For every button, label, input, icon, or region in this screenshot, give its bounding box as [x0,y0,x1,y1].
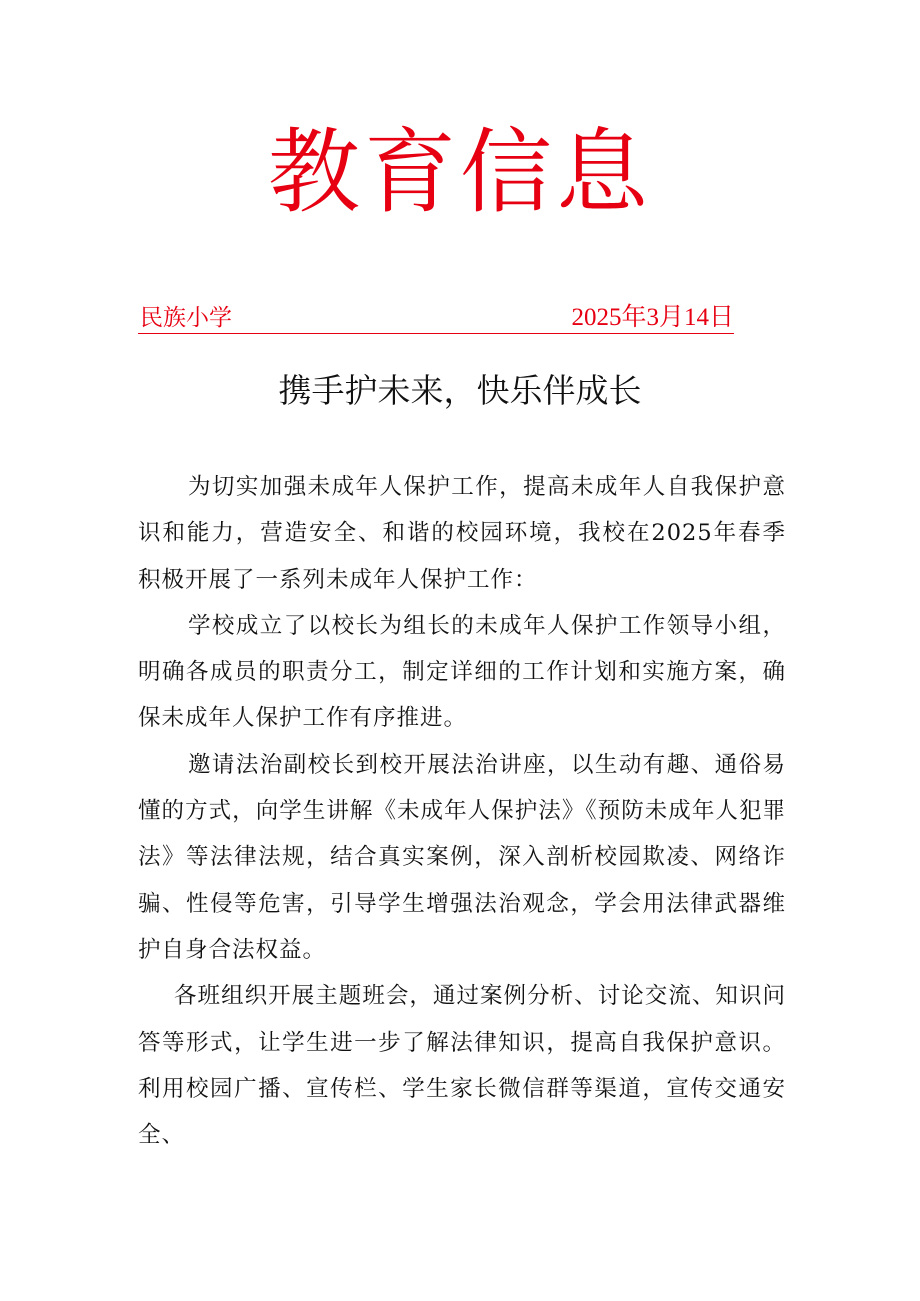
paragraph: 学校成立了以校长为组长的未成年人保护工作领导小组，明确各成员的职责分工，制定详细的工作计划和实施方案，确保未成年人保护工作有序推进。 [138,612,786,732]
issue-date: 2025年3月14日 [571,304,734,331]
paragraph: 为切实加强未成年人保护工作，提高未成年人自我保护意识和能力，营造安全、和谐的校园环境，我校在2025年春季积极开展了一系列未成年人保护工作： [138,474,786,593]
article-title: 携手护未来，快乐伴成长 [278,371,642,410]
dateline [138,303,734,334]
masthead-title: 教育信息 [267,119,652,226]
article-body [138,464,786,1158]
paragraph: 各班组织开展主题班会，通过案例分析、讨论交流、知识问答等形式，让学生进一步了解法律知识，提高自我保护意识。利用校园广播、宣传栏、学生家长微信群等渠道，宣传交通安全、 [138,983,786,1149]
paragraph: 邀请法治副校长到校开展法治讲座，以生动有趣、通俗易懂的方式，向学生讲解《未成年人保护法》《预防未成年人犯罪法》等法律法规，结合真实案例，深入剖析校园欺凌、网络诈骗、性侵等危害，引导学生增强法治观念，学会用法律武器维护自身合法权益。 [138,751,786,963]
school-name: 民族小学 [140,305,232,331]
